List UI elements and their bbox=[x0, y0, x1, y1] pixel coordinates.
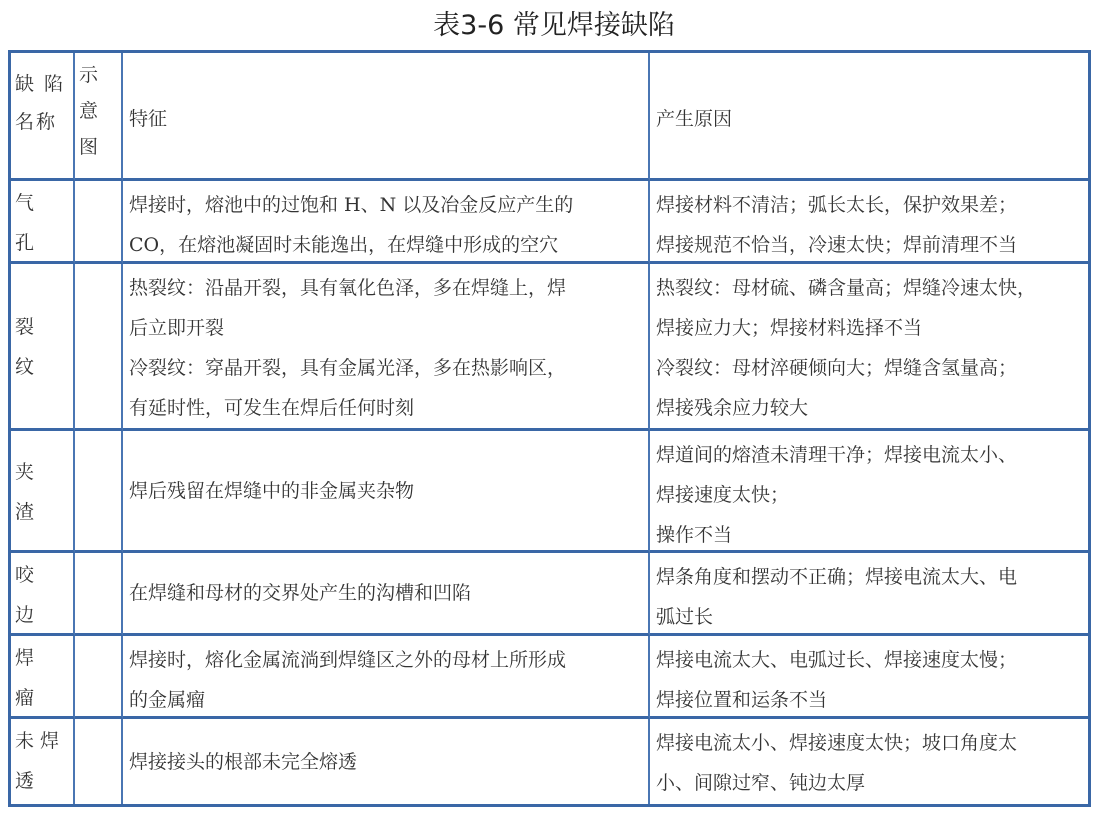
cause-line: 小、间隙过窄、钝边太厚 bbox=[656, 772, 866, 794]
feature-line: 的金属瘤 bbox=[129, 689, 206, 711]
header-diagram-line: 示 bbox=[79, 64, 99, 86]
feature-line: 焊接接头的根部未完全熔透 bbox=[129, 750, 358, 773]
feature-line: 在焊缝和母材的交界处产生的沟槽和凹陷 bbox=[129, 582, 472, 604]
diagram-cell bbox=[75, 264, 123, 431]
defect-name-line: 纹 bbox=[15, 356, 35, 378]
defect-name-line: 气 bbox=[15, 192, 35, 214]
header-diagram bbox=[75, 53, 123, 181]
defects-table bbox=[8, 50, 1091, 807]
cause-line: 焊接残余应力较大 bbox=[656, 397, 809, 419]
defect-name-line: 渣 bbox=[15, 500, 35, 523]
cause-cell bbox=[650, 719, 1088, 804]
cause-line: 焊接电流太大、电弧过长、焊接速度太慢； bbox=[656, 649, 1018, 671]
cause-line: 焊条角度和摆动不正确；焊接电流太大、电 bbox=[656, 566, 1018, 588]
cause-line: 焊接位置和运条不当 bbox=[656, 689, 828, 711]
cause-line: 焊接材料不清洁；弧长太长，保护效果差； bbox=[656, 194, 1018, 216]
cause-line: 焊道间的熔渣未清理干净；焊接电流太小、 bbox=[656, 444, 1018, 466]
diagram-cell bbox=[75, 553, 123, 636]
defect-name-line: 边 bbox=[15, 604, 35, 626]
cause-cell bbox=[650, 553, 1088, 636]
defect-name-line: 透 bbox=[15, 770, 35, 792]
feature-line: 焊后残留在焊缝中的非金属夹杂物 bbox=[129, 479, 415, 502]
defect-name-line: 咬 bbox=[15, 564, 35, 586]
cause-line: 热裂纹：母材硫、磷含量高；焊缝冷速太快， bbox=[656, 277, 1037, 299]
header-feature: 特征 bbox=[123, 53, 650, 181]
defect-name-cell bbox=[11, 553, 75, 636]
cause-cell bbox=[650, 431, 1088, 553]
header-defect-name bbox=[11, 53, 75, 181]
diagram-cell bbox=[75, 636, 123, 719]
feature-cell bbox=[123, 431, 650, 553]
cause-cell bbox=[650, 181, 1088, 264]
feature-cell bbox=[123, 264, 650, 431]
diagram-cell bbox=[75, 431, 123, 553]
cause-cell bbox=[650, 636, 1088, 719]
defect-name-line: 未 焊 bbox=[15, 730, 60, 752]
feature-cell bbox=[123, 719, 650, 804]
feature-line: 后立即开裂 bbox=[129, 317, 225, 339]
header-diagram-line: 意 bbox=[79, 100, 99, 122]
header-defect-name-line: 名称 bbox=[15, 111, 58, 133]
defect-name-cell bbox=[11, 181, 75, 264]
cause-line: 弧过长 bbox=[656, 606, 714, 628]
feature-line: 热裂纹：沿晶开裂，具有氧化色泽，多在焊缝上，焊 bbox=[129, 277, 567, 299]
defect-name-line: 夹 bbox=[15, 460, 35, 483]
cause-line: 焊接规范不恰当，冷速太快；焊前清理不当 bbox=[656, 234, 1018, 256]
feature-line: 焊接时，熔池中的过饱和 H、N 以及冶金反应产生的 bbox=[129, 194, 574, 216]
cause-cell bbox=[650, 264, 1088, 431]
defect-name-cell bbox=[11, 264, 75, 431]
feature-line: 冷裂纹：穿晶开裂，具有金属光泽，多在热影响区， bbox=[129, 357, 567, 379]
cause-line: 冷裂纹：母材淬硬倾向大；焊缝含氢量高； bbox=[656, 357, 1018, 379]
cause-line: 焊接速度太快； bbox=[656, 484, 790, 506]
defect-name-line: 焊 bbox=[15, 647, 35, 669]
cause-line: 焊接应力大；焊接材料选择不当 bbox=[656, 317, 923, 339]
header-cause: 产生原因 bbox=[650, 53, 1088, 181]
feature-cell bbox=[123, 553, 650, 636]
diagram-cell bbox=[75, 181, 123, 264]
feature-cell bbox=[123, 181, 650, 264]
defect-name-cell bbox=[11, 719, 75, 804]
header-defect-name-line: 缺 陷 bbox=[15, 73, 66, 95]
table-title: 表3-6 常见焊接缺陷 bbox=[433, 10, 675, 41]
feature-cell bbox=[123, 636, 650, 719]
cause-line: 焊接电流太小、焊接速度太快；坡口角度太 bbox=[656, 732, 1018, 754]
defect-name-line: 裂 bbox=[15, 316, 35, 338]
feature-line: CO，在熔池凝固时未能逸出，在焊缝中形成的空穴 bbox=[129, 234, 559, 256]
defect-name-cell bbox=[11, 431, 75, 553]
diagram-cell bbox=[75, 719, 123, 804]
header-diagram-line: 图 bbox=[79, 136, 99, 158]
feature-line: 有延时性，可发生在焊后任何时刻 bbox=[129, 397, 415, 419]
defect-name-cell bbox=[11, 636, 75, 719]
cause-line: 操作不当 bbox=[656, 524, 733, 546]
defect-name-line: 瘤 bbox=[15, 687, 35, 709]
feature-line: 焊接时，熔化金属流淌到焊缝区之外的母材上所形成 bbox=[129, 649, 567, 671]
defect-name-line: 孔 bbox=[15, 232, 35, 254]
